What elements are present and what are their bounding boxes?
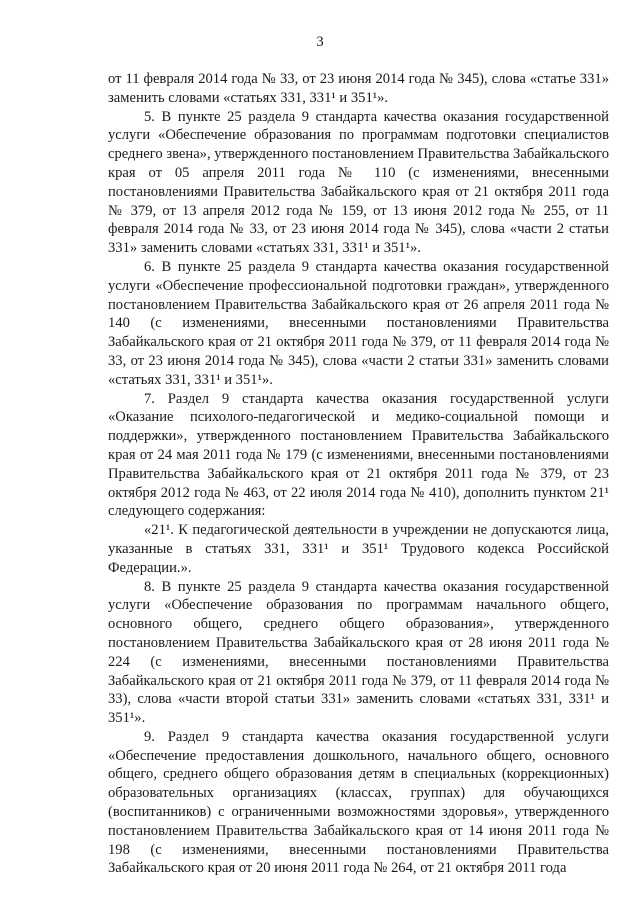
page-number: 3	[316, 34, 324, 50]
paragraph-item-6: 6. В пункте 25 раздела 9 стандарта качества оказания государственной услуги «Обеспечение профессиональной подготовки граждан», утвержденного постановлением Правительства Забайкальского края от 26 апреля 2011 года № 140 (с изменениями, внесенными постановлениями Правительства Забайкальского края от 21 октября 2011 года № 379, от 11 февраля 2014 года № 33, от 23 июня 2014 года № 345), слова «части 2 статьи 331» заменить словами «статьях 331, 331¹ и 351¹».	[108, 258, 609, 388]
paragraph-item-7-quote: «21¹. К педагогической деятельности в учреждении не допускаются лица, указанные в статьях 331, 331¹ и 351¹ Трудового кодекса Российской Федерации.».	[108, 522, 609, 576]
paragraph-item-7: 7. Раздел 9 стандарта качества оказания государственной услуги «Оказание психолого-педагогической и медико-социальной помощи и поддержки», утвержденного постановлением Правительства Забайкальского края от 24 мая 2011 года № 179 (с изменениями, внесенными постановлениями Правительства Забайкальского края от 21 октября 2011 года № 379, от 23 октября 2012 года № 463, от 22 июля 2014 года № 410), дополнить пунктом 21¹ следующего содержания:	[108, 390, 609, 520]
document-body	[108, 70, 609, 878]
paragraph-item-5: 5. В пункте 25 раздела 9 стандарта качества оказания государственной услуги «Обеспечение образования по программам подготовки специалистов среднего звена», утвержденного постановлением Правительства Забайкальского края от 05 апреля 2011 года № 110 (с изменениями, внесенными постановлениями Правительства Забайкальского края от 21 октября 2011 года № 379, от 13 апреля 2012 года № 159, от 13 июня 2012 года № 255, от 11 февраля 2014 года № 33, от 23 июня 2014 года № 345), слова «части 2 статьи 331» заменить словами «статьях 331, 331¹ и 351¹».	[108, 108, 609, 257]
paragraph-item-8: 8. В пункте 25 раздела 9 стандарта качества оказания государственной услуги «Обеспечение образования по программам начального общего, основного общего, среднего общего образования», утвержденного постановлением Правительства Забайкальского края от 28 июня 2011 года № 224 (с изменениями, внесенными постановлениями Правительства Забайкальского края от 21 октября 2011 года № 379, от 11 февраля 2014 года № 33), слова «части второй статьи 331» заменить словами «статьях 331, 331¹ и 351¹».	[108, 578, 609, 727]
paragraph-continuation: от 11 февраля 2014 года № 33, от 23 июня 2014 года № 345), слова «статье 331» заменить словами «статьях 331, 331¹ и 351¹».	[108, 71, 609, 106]
paragraph-item-9: 9. Раздел 9 стандарта качества оказания государственной услуги «Обеспечение предоставления дошкольного, начального общего, основного общего, среднего общего образования детям в специальных (коррекционных) образовательных организациях (классах, группах) для обучающихся (воспитанников) с ограниченными возможностями здоровья», утвержденного постановлением Правительства Забайкальского края от 14 июня 2011 года № 198 (с изменениями, внесенными постановлениями Правительства Забайкальского края от 20 июня 2011 года № 264, от 21 октября 2011 года	[108, 728, 609, 877]
